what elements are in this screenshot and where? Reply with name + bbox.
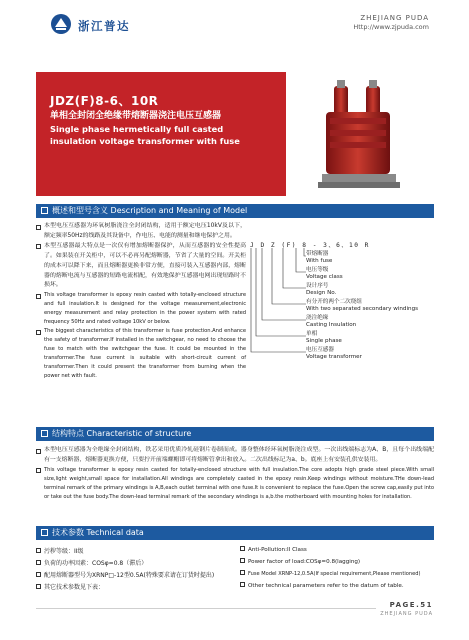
company-logo-icon [50,13,72,35]
label-casting-en: Casting Insulation [306,322,357,328]
model-code: J D Z (F) 8 - 3、6、10 R [250,242,370,249]
bullet-box-icon [240,558,245,563]
section-box-icon [41,207,48,214]
label-fuse-en: With fuse [306,258,333,264]
description-cn-2: 本型互感器最大特点是一次仅有增加熔断器保护，从而互感器的安全性提高了。如果装在开关柜中，可以不必再另配熔断器，节省了大量的空间。开关柜的成本可以降下来，而且熔断器更换非常方便，直接可装入互感器内部，熔断器的熔断电流与互感器的短路电流相配，有效地保护互感器电网出现短路时不损坏。 [36,242,246,292]
section-structure-header [36,427,434,441]
bullet-box-icon [36,244,41,249]
section-box-icon [41,529,48,536]
bullet-box-icon [36,548,41,553]
product-subtitle-en-line1: Single phase hermetically full casted [50,124,224,134]
label-voltage-cn: 电压等级 [306,267,329,273]
label-fuse-cn: 带熔断器 [306,251,329,257]
bullet-box-icon [36,449,41,454]
section-technical-title: 技术参数 Technical data [52,528,144,537]
bullet-box-icon [240,582,245,587]
label-voltage-en: Voltage class [306,274,343,280]
bullet-box-icon [36,294,41,299]
structure-cn: 本型电压互感器为全绝缘全封闭结构，铁芯采用优质冷轧硅钢片卷制而成。器身整体经环氧树脂浇注成型。一次出线端标志为A、B，且每个出线端配有一支熔断器，熔断器更换方便，只要拧开前端螺帽即可将熔断管拿出和放入。二次出线标记为a、b。底座上有安装孔供安装用。 [36,446,434,466]
bullet-box-icon [36,584,41,589]
company-url[interactable]: Http://www.zjpuda.com [353,23,429,31]
transformer-product-image [304,76,414,194]
bullet-box-icon [36,468,41,473]
bullet-box-icon [36,225,41,230]
bullet-box-icon [240,546,245,551]
description-cn-1: 本型电压互感器为环氧树脂浇注全封闭结构，适用于额定电压10kV及以下，额定频率50Hz的线路及其设备中，作电压、电能的测量和继电保护之用。 [36,222,246,242]
tech-right-2: Power factor of load:COSφ=0.8(lagging) [240,558,360,565]
bullet-box-icon [36,330,41,335]
title-banner [36,72,434,196]
bullet-box-icon [36,572,41,577]
tech-left-2: 负荷的功率因素：COSφ=0.8（滞后） [36,558,147,567]
section-technical-header [36,526,434,540]
product-subtitle-cn: 单相全封闭全绝缘带熔断器浇注电压互感器 [50,111,222,121]
company-name-en: ZHEJIANG PUDA [360,14,429,22]
product-title: JDZ(F)8-6、10R [50,94,159,108]
label-design-cn: 设计序号 [306,283,329,289]
label-transformer-en: Voltage transformer [306,354,362,360]
product-subtitle-en-line2: insulation voltage transformer with fuse [50,136,240,146]
page-header [0,0,469,70]
page-number: PAGE.51 [389,601,433,609]
product-subtitle-en [50,123,250,147]
label-design-en: Design No. [306,290,337,296]
bullet-box-icon [240,570,245,575]
label-casting-cn: 浇注绝缘 [306,315,329,321]
tech-right-4: Other technical parameters refer to the datum of table. [240,582,404,589]
tech-right-3: Fuse Model XRNP-12,0.5A(If special requirement,Please mentioned) [240,570,420,577]
tech-left-3: 配用熔断器型号为XRNP□-12型0.5A(特殊要求请在订货时提出) [36,570,214,579]
label-transformer-cn: 电压互感器 [306,347,334,353]
label-phase-en: Single phase [306,338,342,344]
section-box-icon [41,430,48,437]
structure-column [36,446,434,502]
section-structure-title: 结构特点 Characteristic of structure [52,429,192,438]
model-bracket-lines [250,248,310,390]
description-en-1: This voltage transformer is epoxy resin casted with totally-enclosed structure and full insulation.It is designed for the voltage measurement,electronic energy measurement and relay protection in the power system with rated frequency 50Hz and rated voltage 10kV or below. [36,291,246,327]
model-meaning-diagram [250,240,440,390]
logo-text: 浙江普达 [78,19,130,33]
section-description-header [36,204,434,218]
footer-divider [36,608,376,609]
bullet-box-icon [36,560,41,565]
label-windings-cn: 有分开的两个二次绕组 [306,299,362,305]
label-phase-cn: 单相 [306,331,318,337]
tech-left-4: 其它技术参数见下表： [36,582,104,591]
label-windings-en: With two separated secondary windings [306,306,419,312]
structure-en: This voltage transformer is epoxy resin casted for totally-enclosed structure with full insulation.The core adopts high grade steel piece.With small size,light weight,small space for installation.All windings are completely casted in the epoxy resin.Keep windings without moisture.THe down-lead terminal remark of the primary windings is A,B,each outlet terminal with one fuse.It is convenient to replace the fuse.Open the screw cap,easily put into or take out the fuse body.The down-lead terminal remark of the secondary windings is a,b.the motherboard with mounting holes for installation. [36,466,434,502]
section-description-title: 概述和型号含义 Description and Meaning of Model [52,206,248,215]
footer-brand: ZHEJIANG PUDA [380,611,433,617]
tech-right-1: Anti-Pollution:II Class [240,546,307,553]
tech-left-1: 污秽等级：II级 [36,546,84,555]
description-en-2: The biggest characteristics of this transformer is fuse protection.And enhance the safety of transformer.If installed in the switchgear, no need to choose the fuse to match with the switchgear the fuse. It could be mounted in the transformer.The fuse current is suitable with short-circuit current of transformer.Then it could present the transformer from burning when the power net with fault. [36,327,246,381]
description-column [36,222,246,381]
